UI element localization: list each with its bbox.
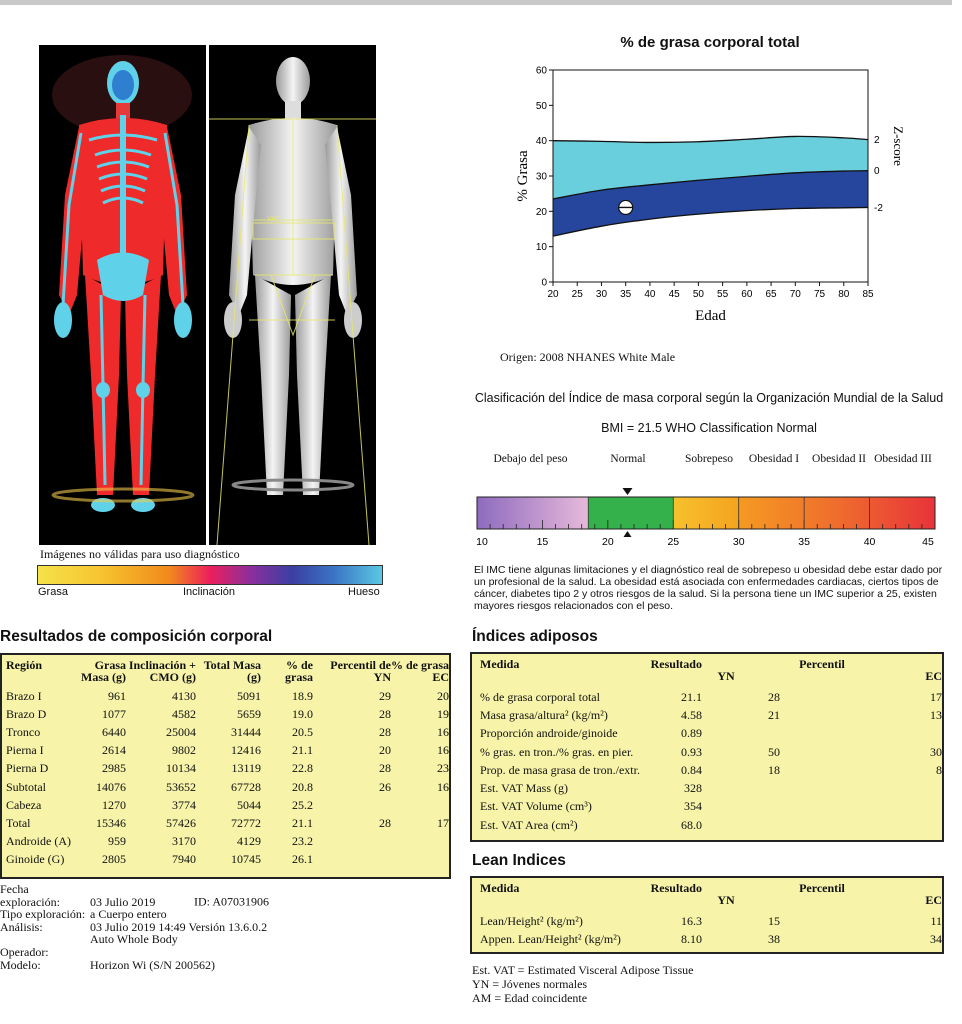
table-row xyxy=(6,723,449,741)
cell-fat-percent: 26.1 xyxy=(292,852,313,867)
cell-percentile-ec xyxy=(810,798,942,816)
bmi-segment-overweight xyxy=(673,497,738,529)
header-fat-mass: Grasa Masa (g) xyxy=(81,658,126,684)
cell-result: 68.0 xyxy=(680,817,702,832)
cell-fat-percent: 18.9 xyxy=(292,688,313,703)
cell-measure: Est. VAT Mass (g) xyxy=(480,781,569,796)
cell-lean-bmc: 10134 xyxy=(166,761,196,776)
cell-region: Androide (A) xyxy=(6,834,71,849)
cell-region: Total xyxy=(6,815,31,830)
bmi-marker-top xyxy=(622,488,632,495)
table-row xyxy=(6,760,449,778)
y-tick-label: 60 xyxy=(535,65,547,77)
cell-fat-mass: 6440 xyxy=(102,724,126,739)
x-tick-label: 55 xyxy=(717,289,729,300)
who-category-obesity-3: Obesidad III xyxy=(874,453,932,465)
cell-measure: Lean/Height² (kg/m²) xyxy=(480,913,583,928)
cell-percentile-ec: 16 xyxy=(437,724,449,739)
cell-percentile-yn: 38 xyxy=(767,931,780,946)
cell-region: Brazo D xyxy=(6,706,47,721)
analysis-mode: Auto Whole Body xyxy=(90,932,178,947)
cell-fat-mass: 15346 xyxy=(96,815,126,830)
x-tick-label: 40 xyxy=(644,289,656,300)
cell-percentile-yn: 29 xyxy=(379,688,391,703)
cell-fat-percent: 21.1 xyxy=(292,743,313,758)
who-category-underweight: Debajo del peso xyxy=(493,453,568,465)
cell-result: 354 xyxy=(683,799,702,814)
x-tick-label: 35 xyxy=(620,289,632,300)
cell-fat-percent: 20.8 xyxy=(292,779,313,794)
composition-header-row xyxy=(6,659,449,687)
header-percentile-ec: % de grasa EC xyxy=(391,658,449,684)
cell-measure: Est. VAT Volume (cm³) xyxy=(480,799,592,814)
cell-measure: Appen. Lean/Height² (kg/m²) xyxy=(480,931,621,946)
cell-result: 4.58 xyxy=(680,707,702,722)
cell-lean-bmc: 4130 xyxy=(172,688,196,703)
bmi-disclaimer-note: El IMC tiene algunas limitaciones y el diagnóstico real de sobrepeso u obesidad debe estar dado por un profesional de la salud. La obesidad está asociada con enfermedades cardiacas, ciertos tipos de cáncer, diabetes tipo 2 y otros riesgos de la salud. Si la persona tiene un IMC superior a 25, existen mayores riesgos relacionados con el peso. xyxy=(474,564,943,612)
colorbar-label-fat: Grasa xyxy=(38,586,68,598)
who-category-obesity-2: Obesidad II xyxy=(812,453,866,465)
y-tick-label: 50 xyxy=(535,100,547,112)
abbreviation-legend xyxy=(472,963,694,1005)
cell-lean-bmc: 53652 xyxy=(166,779,196,794)
cell-percentile-yn xyxy=(702,725,810,743)
table-row xyxy=(480,761,942,779)
cell-total-mass: 72772 xyxy=(231,815,261,830)
analysis-label: Análisis: xyxy=(0,919,43,934)
composition-table-box xyxy=(0,653,451,879)
scan-caption: Imágenes no válidas para uso diagnóstico xyxy=(40,547,240,561)
legend-line: Est. VAT = Estimated Visceral Adipose Tissue xyxy=(472,963,694,977)
y-tick-label: 0 xyxy=(541,277,547,289)
cell-total-mass: 31444 xyxy=(231,724,261,739)
cell-measure: Masa grasa/altura² (kg/m²) xyxy=(480,707,608,722)
composition-section-title: Resultados de composición corporal xyxy=(0,628,273,645)
table-row xyxy=(480,706,942,724)
cell-region: Pierna I xyxy=(6,743,44,758)
chart-title: % de grasa corporal total xyxy=(620,34,800,51)
lean-table-box xyxy=(470,876,944,954)
cell-fat-mass: 2614 xyxy=(102,743,126,758)
lean-header-measure: Medida xyxy=(480,881,520,895)
x-tick-label: 75 xyxy=(813,289,826,300)
bmi-scale-label: 20 xyxy=(602,536,614,545)
cell-percentile-yn: 28 xyxy=(379,706,391,721)
model-value: Horizon Wi (S/N 200562) xyxy=(90,957,215,972)
y-axis-label: % Grasa xyxy=(515,150,531,202)
cell-fat-percent: 22.8 xyxy=(292,761,313,776)
bmi-scale-label: 25 xyxy=(667,536,680,545)
cell-region: Ginoide (G) xyxy=(6,852,65,867)
cell-fat-mass: 1077 xyxy=(102,706,126,721)
cell-percentile-yn: 28 xyxy=(379,724,391,739)
cell-fat-mass: 2805 xyxy=(102,852,126,867)
vat-overlay-label: VAT xyxy=(267,216,280,223)
table-row xyxy=(6,796,449,814)
who-category-overweight: Sobrepeso xyxy=(685,453,733,465)
bmi-scale-label: 45 xyxy=(922,536,934,545)
cell-measure: % gras. en tron./% gras. en pier. xyxy=(480,744,634,759)
adipose-header-ec: EC xyxy=(925,669,942,683)
cell-percentile-ec xyxy=(810,779,942,797)
composition-table xyxy=(6,659,449,869)
scan-type-value: a Cuerpo entero xyxy=(90,907,167,922)
who-category-normal: Normal xyxy=(610,453,646,465)
cell-lean-bmc: 4582 xyxy=(172,706,196,721)
x-tick-label: 50 xyxy=(692,289,704,300)
scan-type-label: Tipo exploración: xyxy=(0,907,86,922)
cell-fat-mass: 959 xyxy=(108,834,126,849)
adipose-header-row xyxy=(480,658,942,688)
cell-total-mass: 13119 xyxy=(231,761,261,776)
adipose-header-result: Resultado xyxy=(650,657,702,671)
x-axis-label: Edad xyxy=(695,308,726,324)
cell-lean-bmc: 9802 xyxy=(172,743,196,758)
table-row xyxy=(6,851,449,869)
cell-measure: Prop. de masa grasa de tron./extr. xyxy=(480,762,640,777)
bmi-segment-underweight xyxy=(477,497,588,529)
lean-header-row xyxy=(480,882,942,912)
model-label: Modelo: xyxy=(0,957,41,972)
scan-id: ID: A07031906 xyxy=(194,894,269,909)
adipose-header-yn: YN xyxy=(717,669,735,683)
header-lean-bmc: Inclinación + CMO (g) xyxy=(128,658,196,684)
scan-date-value: 03 Julio 2019 xyxy=(90,894,156,909)
cell-lean-bmc: 25004 xyxy=(166,724,196,739)
bmi-classification-line: BMI = 21.5 WHO Classification Normal xyxy=(601,421,817,435)
cell-result: 21.1 xyxy=(680,689,702,704)
cell-total-mass: 5044 xyxy=(237,797,261,812)
header-total-mass: Total Masa (g) xyxy=(203,658,261,684)
bmi-scale-label: 30 xyxy=(732,536,745,545)
cell-percentile-ec xyxy=(391,851,449,869)
lean-header-percentile: Percentil xyxy=(799,881,845,895)
cell-total-mass: 5091 xyxy=(237,688,261,703)
cell-percentile-ec xyxy=(810,725,942,743)
cell-result: 328 xyxy=(683,781,702,796)
cell-percentile-yn xyxy=(313,833,391,851)
cell-measure: Est. VAT Area (cm²) xyxy=(480,817,578,832)
lean-header-ec: EC xyxy=(925,893,942,907)
adipose-table xyxy=(480,658,942,834)
cell-result: 0.93 xyxy=(680,744,702,759)
cell-percentile-ec: 34 xyxy=(930,931,942,946)
bmi-scale-bar xyxy=(476,485,936,545)
x-tick-label: 80 xyxy=(838,289,850,300)
colorbar-label-bone: Hueso xyxy=(348,586,380,598)
who-classification-title: Clasificación del Índice de masa corporal según la Organización Mundial de la Salud xyxy=(474,391,944,405)
cell-percentile-yn xyxy=(702,816,810,834)
z-axis-label: Z-score xyxy=(891,126,906,166)
legend-line: YN = Jóvenes normales xyxy=(472,977,588,991)
cell-percentile-ec: 19 xyxy=(437,706,449,721)
cell-region: Pierna D xyxy=(6,761,49,776)
bmi-scale-label: 35 xyxy=(798,536,810,545)
bmi-segment-obesity xyxy=(739,497,935,529)
cell-percentile-yn: 18 xyxy=(767,762,780,777)
x-tick-label: 20 xyxy=(547,289,559,300)
cell-percentile-ec: 13 xyxy=(930,707,942,722)
cell-region: Cabeza xyxy=(6,797,42,812)
table-row xyxy=(6,833,449,851)
cell-percentile-yn: 50 xyxy=(767,744,780,759)
table-row xyxy=(480,912,942,930)
bmi-scale-label: 40 xyxy=(863,536,876,545)
cell-percentile-yn xyxy=(313,796,391,814)
cell-lean-bmc: 7940 xyxy=(172,852,196,867)
header-region: Región xyxy=(6,658,42,672)
bmi-scale-label: 10 xyxy=(476,536,488,545)
cell-percentile-yn: 28 xyxy=(767,689,780,704)
x-tick-label: 45 xyxy=(668,289,680,300)
cell-fat-percent: 25.2 xyxy=(292,797,313,812)
cell-percentile-yn: 15 xyxy=(767,913,780,928)
cell-lean-bmc: 3170 xyxy=(172,834,196,849)
header-fat-percent: % de grasa xyxy=(285,658,313,684)
cell-percentile-ec xyxy=(391,796,449,814)
tissue-colorbar xyxy=(37,565,383,585)
cell-fat-percent: 19.0 xyxy=(292,706,313,721)
cell-measure: Proporción androide/ginoide xyxy=(480,726,618,741)
table-row xyxy=(480,798,942,816)
table-row xyxy=(480,816,942,834)
top-border xyxy=(0,0,952,5)
cell-region: Tronco xyxy=(6,724,41,739)
reference-origin: Origen: 2008 NHANES White Male xyxy=(500,350,676,364)
cell-percentile-yn: 26 xyxy=(379,779,391,794)
cell-result: 16.3 xyxy=(680,913,702,928)
cell-percentile-yn xyxy=(702,798,810,816)
lean-table xyxy=(480,882,942,949)
cell-percentile-yn xyxy=(313,851,391,869)
colorbar-label-lean: Inclinación xyxy=(183,586,235,598)
z-tick-label: 0 xyxy=(874,166,880,178)
x-tick-label: 70 xyxy=(789,289,801,300)
body-fat-chart xyxy=(505,60,915,330)
table-row xyxy=(6,778,449,796)
cell-percentile-ec: 30 xyxy=(930,744,942,759)
cell-result: 8.10 xyxy=(680,931,702,946)
who-category-obesity-1: Obesidad I xyxy=(748,453,800,465)
cell-percentile-yn: 20 xyxy=(379,743,391,758)
bmi-scale-label: 15 xyxy=(536,536,549,545)
table-row xyxy=(480,688,942,706)
lean-section-title: Lean Indices xyxy=(472,852,566,869)
cell-result: 0.89 xyxy=(680,726,702,741)
cell-fat-percent: 23.2 xyxy=(292,834,313,849)
cell-lean-bmc: 57426 xyxy=(166,815,196,830)
cell-percentile-ec: 23 xyxy=(437,761,449,776)
cell-percentile-yn xyxy=(702,779,810,797)
cell-lean-bmc: 3774 xyxy=(172,797,196,812)
cell-total-mass: 67728 xyxy=(231,779,261,794)
adipose-header-percentile: Percentil xyxy=(799,657,845,671)
cell-percentile-ec: 17 xyxy=(437,815,449,830)
cell-fat-mass: 14076 xyxy=(96,779,126,794)
adipose-table-box xyxy=(470,652,944,842)
cell-region: Brazo I xyxy=(6,688,42,703)
cell-percentile-ec: 17 xyxy=(930,689,942,704)
y-tick-label: 20 xyxy=(535,206,547,218)
x-tick-label: 30 xyxy=(595,289,608,300)
legend-line: AM = Edad coincidente xyxy=(472,991,588,1005)
table-row xyxy=(480,930,942,948)
cell-percentile-ec xyxy=(391,833,449,851)
dxa-color-scan-image xyxy=(39,45,206,545)
cell-percentile-yn: 28 xyxy=(379,815,391,830)
cell-fat-percent: 21.1 xyxy=(292,815,313,830)
cell-percentile-ec: 8 xyxy=(936,762,942,777)
cell-percentile-ec: 11 xyxy=(930,913,942,928)
cell-percentile-yn: 28 xyxy=(379,761,391,776)
cell-total-mass: 12416 xyxy=(231,743,261,758)
x-tick-label: 60 xyxy=(741,289,753,300)
table-row xyxy=(480,725,942,743)
cell-total-mass: 10745 xyxy=(231,852,261,867)
y-tick-label: 30 xyxy=(535,171,547,183)
table-row xyxy=(6,687,449,705)
y-tick-label: 40 xyxy=(535,136,547,148)
adipose-header-measure: Medida xyxy=(480,657,520,671)
lean-header-yn: YN xyxy=(717,893,735,907)
bmi-marker-bottom xyxy=(623,531,631,537)
table-row xyxy=(6,814,449,832)
cell-percentile-ec xyxy=(810,816,942,834)
x-tick-label: 85 xyxy=(862,289,874,300)
lean-header-result: Resultado xyxy=(650,881,702,895)
cell-region: Subtotal xyxy=(6,779,47,794)
cell-percentile-ec: 20 xyxy=(437,688,449,703)
cell-fat-mass: 1270 xyxy=(102,797,126,812)
cell-fat-percent: 20.5 xyxy=(292,724,313,739)
cell-fat-mass: 961 xyxy=(108,688,126,703)
analysis-value: 03 Julio 2019 14:49 Versión 13.6.0.2 xyxy=(90,919,268,934)
z-tick-label: -2 xyxy=(874,202,883,214)
y-tick-label: 10 xyxy=(535,242,547,254)
scan-date-label: Fecha exploración: xyxy=(0,882,60,909)
adipose-section-title: Índices adiposos xyxy=(472,628,598,645)
operator-label: Operador: xyxy=(0,944,49,959)
x-tick-label: 65 xyxy=(765,289,777,300)
table-row xyxy=(6,742,449,760)
cell-fat-mass: 2985 xyxy=(102,761,126,776)
header-percentile-yn: Percentil de YN xyxy=(330,658,391,684)
table-row xyxy=(480,779,942,797)
table-row xyxy=(6,705,449,723)
z-tick-label: 2 xyxy=(874,135,880,147)
cell-percentile-ec: 16 xyxy=(437,779,449,794)
cell-total-mass: 5659 xyxy=(237,706,261,721)
x-tick-label: 25 xyxy=(571,289,583,300)
cell-result: 0.84 xyxy=(680,762,702,777)
cell-percentile-ec: 16 xyxy=(437,743,449,758)
cell-measure: % de grasa corporal total xyxy=(480,689,600,704)
cell-percentile-yn: 21 xyxy=(767,707,780,722)
cell-total-mass: 4129 xyxy=(237,834,261,849)
dxa-grayscale-scan-image xyxy=(209,45,376,545)
table-row xyxy=(480,743,942,761)
scan-info xyxy=(0,883,269,971)
